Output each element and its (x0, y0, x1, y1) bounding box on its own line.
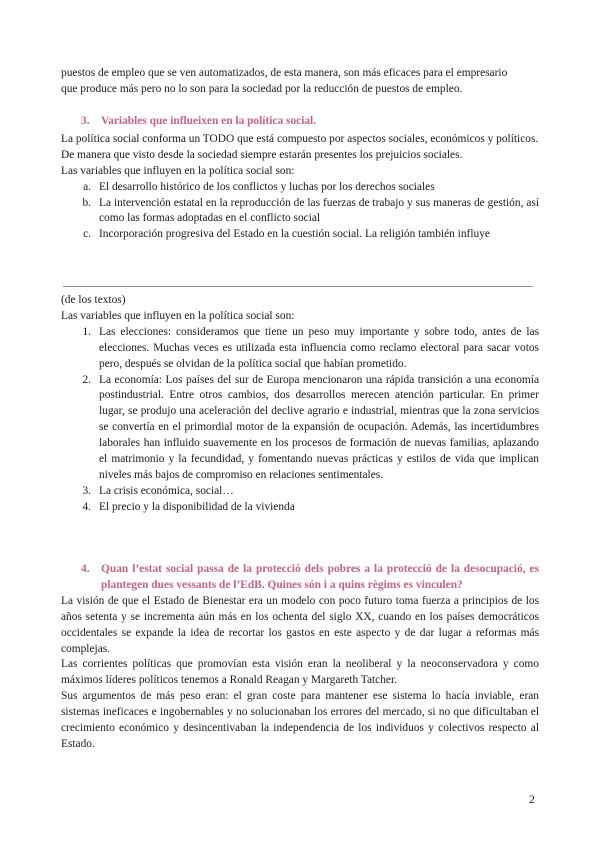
list-item-text: La intervención estatal en la reproducción de las fuerzas de trabajo y sus maneras de gestión, así como las formas adoptadas en el conflicto social (99, 196, 539, 225)
list-item-text: Las elecciones: consideramos que tiene un peso muy importante y sobre todo, antes de las elecciones. Muchas veces es utilizada esta influencia como reclamo electoral para sacar votos pero, después se olvidan de la política social que habían prometido. (99, 325, 539, 370)
section-4-title: Quan l’estat social passa de la protecció dels pobres a la protecció de la desocupació, es plantegen dues vessants de l’EdB. Quines són i a quins règims es vinculen? (101, 563, 539, 591)
section-4-number: 4. (81, 563, 90, 575)
section-3-list (61, 180, 539, 244)
list-item-text: El precio y la disponibilidad de la vivienda (99, 500, 295, 513)
section-3-paragraph-3: Las variables que influyen en la política social son: (61, 164, 295, 177)
texts-list (61, 325, 539, 516)
list-item-text: Incorporación progresiva del Estado en la cuestión social. La religión también influye (99, 228, 490, 241)
list-marker: a. (83, 180, 91, 193)
section-4 (61, 562, 539, 753)
section-3 (61, 114, 539, 243)
intro-paragraph (61, 66, 539, 98)
section-3-heading (61, 114, 539, 130)
intro-line-2: que produce más pero no lo son para la sociedad por la reducción de puestos de empleo. (61, 82, 463, 95)
texts-block (61, 293, 539, 516)
texts-intro: Las variables que influyen en la política social son: (61, 309, 295, 322)
horizontal-divider (63, 286, 533, 287)
list-marker: b. (82, 196, 91, 209)
list-item-text: El desarrollo histórico de los conflictos y luchas por los derechos sociales (99, 180, 435, 193)
section-4-paragraph-3: Sus argumentos de más peso eran: el gran coste para mantener ese sistema lo hacía inviable, eran sistemas ineficaces e ingobernables y no solucionaban los errores del mercado, si no que dificultaban el crecimiento económico y desincentivaban la independencia de los individuos y colectivos respecto al Estado. (61, 690, 539, 750)
list-item-text: La economía: Los países del sur de Europa mencionaron una rápida transición a una economía postindustrial. Entre otros cambios, dos desarrollos merecen atención particular. En primer lugar, se produjo una aceleración del declive agrario e industrial, mientras que la zona servicios se convertía en el primordial motor de la expansión de ocupación. Además, las incertidumbres laborales han influido suavemente en los procesos de formación de nuevas familias, aplazando el matrimonio y la fecundidad, y fomentando nuevas prácticas y estilos de vida que implican niveles más bajos de compromiso en relaciones sentimentales. (99, 373, 539, 481)
section-3-number: 3. (81, 115, 90, 127)
list-marker: c. (83, 228, 91, 241)
section-3-paragraph-1: La política social conforma un TODO que está compuesto por aspectos sociales, económicos y políticos. (61, 132, 539, 145)
list-item-text: La crisis económica, social… (99, 484, 234, 497)
list-item (61, 227, 539, 243)
list-item (61, 180, 539, 196)
section-4-paragraph-1: La visión de que el Estado de Bienestar era un modelo con poco futuro toma fuerza a principios de los años setenta y se incrementa aún más en los ochenta del siglo XX, cuando en los países democráticos occidentales se expande la idea de recortar los gastos en este aspecto y de dar lugar a reformas más complejas. (61, 594, 539, 655)
section-3-title: Variables que influeixen en la política social. (101, 115, 317, 127)
list-marker: 2. (82, 373, 91, 386)
section-3-paragraph-2: De manera que visto desde la sociedad siempre estarán presentes los prejuicios sociales. (61, 148, 463, 161)
list-marker: 1. (82, 325, 91, 338)
texts-label: (de los textos) (61, 294, 126, 306)
list-marker: 4. (82, 500, 91, 513)
list-item (61, 500, 539, 516)
section-4-paragraph-2: Las corrientes políticas que promovían esta visión eran la neoliberal y la neoconservadora y como máximos líderes políticos tenemos a Ronald Reagan y Margareth Tatcher. (61, 658, 539, 687)
list-marker: 3. (82, 484, 91, 497)
section-4-heading (61, 562, 539, 594)
list-item (61, 196, 539, 228)
list-item (61, 373, 539, 484)
intro-line-1: puestos de empleo que se ven automatizados, de esta manera, son más eficaces para el empresario (61, 67, 508, 79)
list-item (61, 325, 539, 373)
list-item (61, 484, 539, 500)
page-number: 2 (529, 792, 535, 806)
